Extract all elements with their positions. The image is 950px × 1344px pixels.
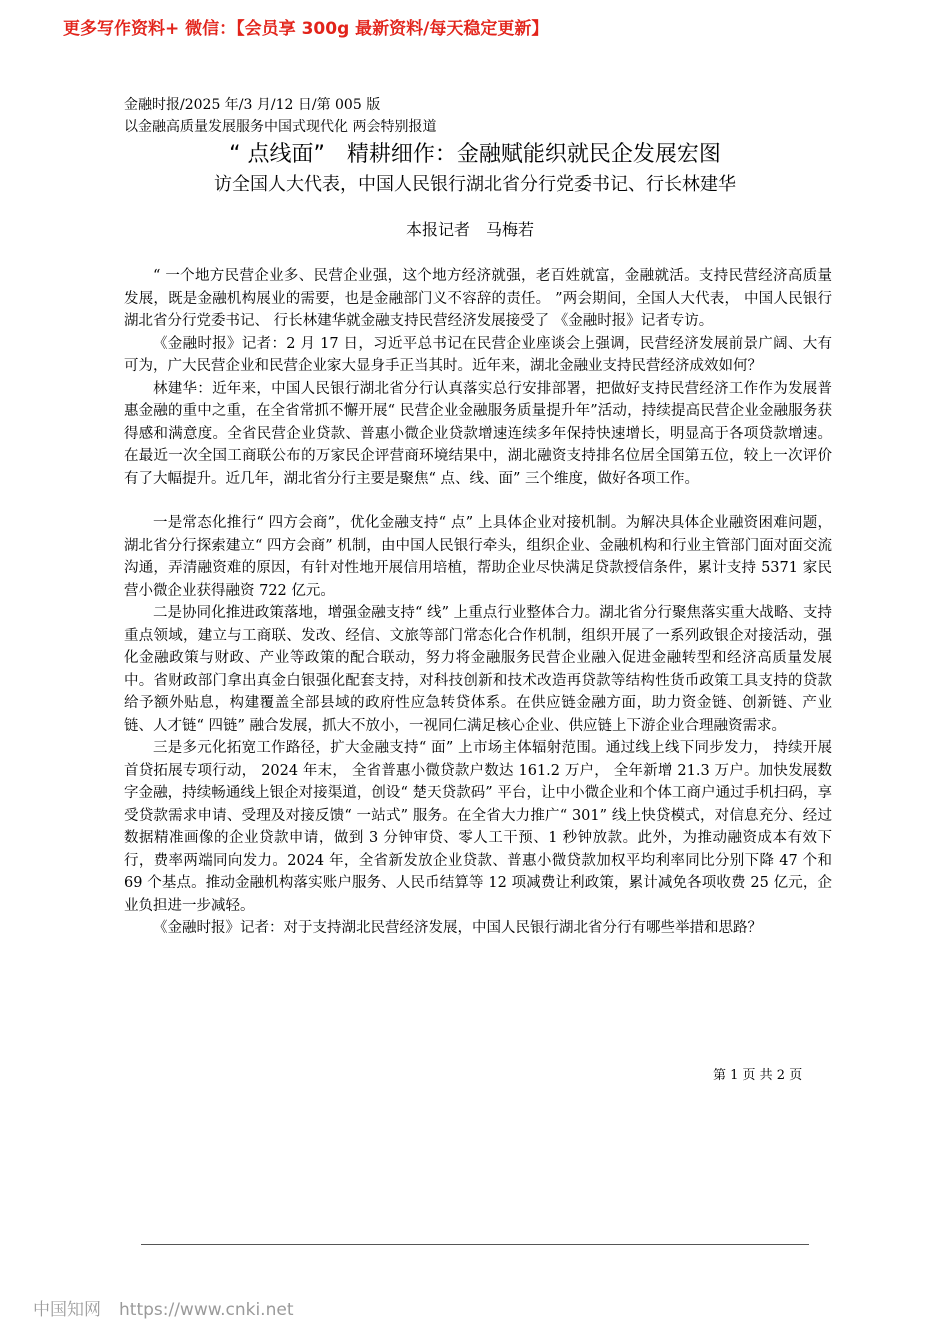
source-line: 金融时报/2025 年/3 月/12 日/第 005 版 xyxy=(124,97,381,113)
article-body xyxy=(124,265,832,940)
promo-banner: 更多写作资料+ 微信：【会员享 300g 最新资料/每天稳定更新】 xyxy=(63,19,549,39)
footer-divider xyxy=(141,1244,809,1245)
footer-watermark xyxy=(33,1295,293,1320)
subheadline: 访全国人大代表，中国人民银行湖北省分行党委书记、行长林建华 xyxy=(214,174,736,195)
byline: 本报记者 马梅若 xyxy=(405,220,534,239)
paragraph: “ 一个地方民营企业多、民营企业强，这个地方经济就强，老百姓就富，金融就活。支持民营经济高质量发展，既是金融机构展业的需要，也是金融部门义不容辞的责任。 ”两会期间，全国人大代表， 中国人民银行湖北省分行党委书记、 行长林建华就金融支持民营经济发展接受了 《金融时报》记者专访。 xyxy=(124,268,832,329)
paragraph: 三是多元化拓宽工作路径，扩大金融支持“ 面” 上市场主体辐射范围。通过线上线下同步发力， 持续开展首贷拓展专项行动， 2024 年末， 全省普惠小微贷款户数达 161.2 万户， 全年新增 21.3 万户。加快发展数字金融，持续畅通线上银企对接渠道，创设“ 楚天贷款码” 平台，让中小微企业和个体工商户通过手机扫码，享受贷款需求申请、受理及对接反馈“ 一站式” 服务。在全省大力推广“ 301” 线上快贷模式，对信息充分、经过数据精准画像的企业贷款申请，做到 3 分钟审贷、零人工干预、1 秒钟放款。此外，为推动融资成本有效下行，费率两端同向发力。2024 年，全省新发放企业贷款、普惠小微贷款加权平均利率同比分别下降 47 个和 69 个基点。推动金融机构落实账户服务、人民币结算等 12 项减费让利政策，累计减免各项收费 25 亿元，企业负担进一步减轻。 xyxy=(124,740,832,914)
footer-url[interactable]: https://www.cnki.net xyxy=(119,1300,294,1320)
paragraph: 《金融时报》记者：对于支持湖北民营经济发展，中国人民银行湖北省分行有哪些举措和思路？ xyxy=(153,920,762,936)
paragraph: 一是常态化推行“ 四方会商”，优化金融支持“ 点” 上具体企业对接机制。为解决具体企业融资困难问题，湖北省分行探索建立“ 四方会商” 机制，由中国人民银行牵头，组织企业、金融机构和行业主管部门面对面交流沟通，弄清融资难的原因，有针对性地开展信用培植，帮助企业尽快满足贷款授信条件，累计支持 5371 家民营小微企业获得融资 722 亿元。 xyxy=(124,515,832,599)
headline: “ 点线面” 精耕细作：金融赋能织就民企发展宏图 xyxy=(229,142,721,167)
paragraph: 《金融时报》记者：2 月 17 日，习近平总书记在民营企业座谈会上强调，民营经济发展前景广阔、大有可为，广大民营企业和民营企业家大显身手正当其时。近年来，湖北金融业支持民营经济成效如何？ xyxy=(124,335,832,374)
paragraph: 二是协同化推进政策落地，增强金融支持“ 线” 上重点行业整体合力。湖北省分行聚焦落实重大战略、支持重点领域，建立与工商联、发改、经信、文旅等部门常态化合作机制，组织开展了一系列政银企对接活动，强化金融政策与财政、产业等政策的配合联动，努力将金融服务民营企业融入促进金融转型和经济高质量发展中。省财政部门拿出真金白银强化配套支持，对科技创新和技术改造再贷款等结构性货币政策工具支持的贷款给予额外贴息，构建覆盖全部县域的政府性应急转贷体系。在供应链金融方面，助力资金链、创新链、产业链、人才链“ 四链” 融合发展，抓大不放小，一视同仁满足核心企业、供应链上下游企业合理融资需求。 xyxy=(124,605,832,734)
footer-brand: 中国知网 xyxy=(33,1300,101,1320)
page-number: 第 1 页 共 2 页 xyxy=(713,1068,803,1083)
column-line: 以金融高质量发展服务中国式现代化 两会特别报道 xyxy=(124,119,437,135)
paragraph: 林建华：近年来，中国人民银行湖北省分行认真落实总行安排部署，把做好支持民营经济工作作为发展普惠金融的重中之重，在全省常抓不懈开展“ 民营企业金融服务质量提升年”活动，持续提高民营企业金融服务获得感和满意度。全省民营企业贷款、普惠小微企业贷款增速连续多年保持快速增长，明显高于各项贷款增速。在最近一次全国工商联公布的万家民企评营商环境结果中，湖北融资支持排名位居全国第五位，较上一次评价有了大幅提升。近几年，湖北省分行主要是聚焦“ 点、线、面” 三个维度，做好各项工作。 xyxy=(124,380,832,487)
